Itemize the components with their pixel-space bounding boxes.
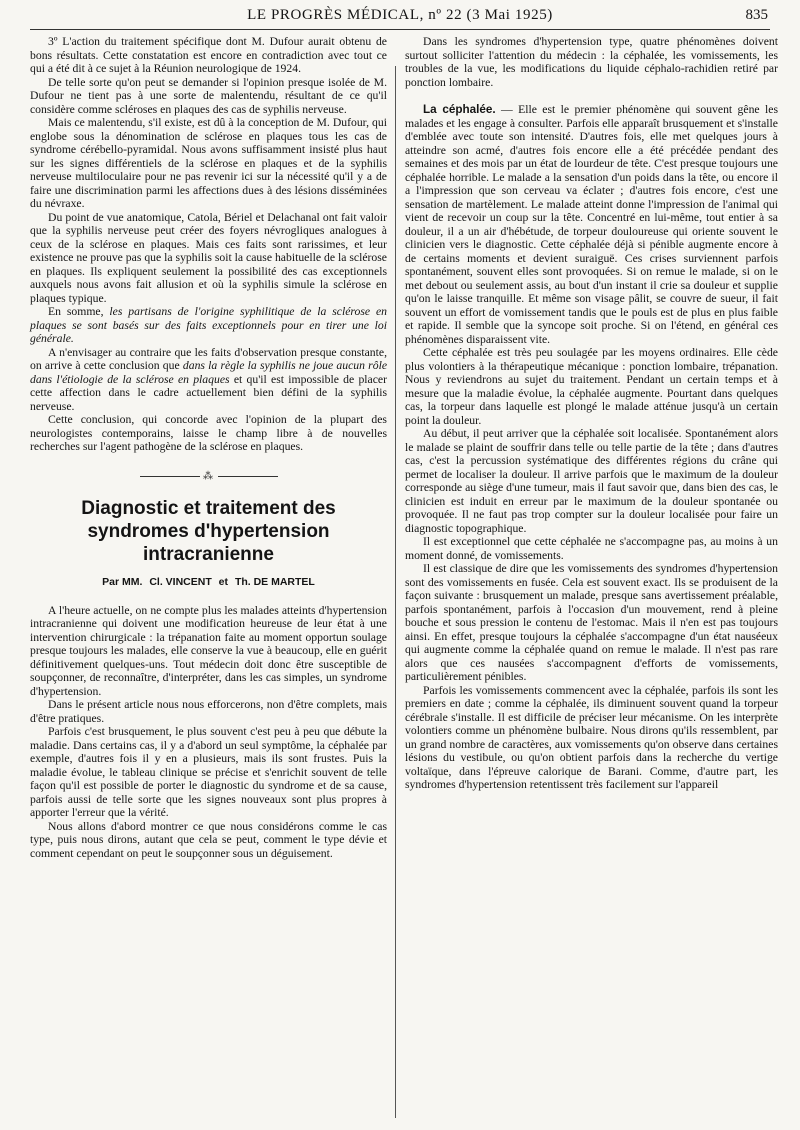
paragraph: [30, 346, 387, 414]
text-span: — Elle est le premier phénomène qui souvent gêne les malades et les engage à consulter. Parfois elle apparaît brusquement et s'installe d'emblée avec toute son intensité. D'autres fois, elle met quelques jours à atteindre son acmé, d'autres fois encore elle a été précédée pendant des semaines et des mois par un état de lourdeur de tête. C'est presque toujours une céphalée horrible. Le malade a la sensation d'un poids dans la tête, ou encore il a l'impression que son cerveau va éclater ; d'autres fois encore, c'est une sensation de martèlement. Le malade atteint donne l'impression de l'animal qui vient de recevoir un coup sur la tête. Concentré en lui-même, tout entier à sa douleur, il a un air d'hébétude, de torpeur douloureuse qui oriente souvent le clinicien vers le diagnostic. Cette céphalée déjà si pénible augmente encore à de certains moments et devient suraiguë. Ces crises surviennent parfois spontanément, souvent elles sont provoquées. Si on remue le malade, si on le met debout ou seulement assis, au bout d'un instant il crie sa douleur et supplie qu'on le laisse tranquille. Et même son visage pâlit, se couvre de sueur, il fait souvent un effort de vomissement tandis que le pouls est de plus en plus faible et rapide. Il semble que la syncope soit proche. Si on l'étend, en général ces phénomènes disparaissent vite.: [405, 103, 778, 346]
right-column: [405, 35, 778, 792]
author-name: Cl. VINCENT: [149, 576, 212, 588]
paragraph: 3º L'action du traitement spécifique dont M. Dufour aurait obtenu de bons résultats. Cette constatation est encore en contradiction avec tout ce qui a été dit à ce sujet à la Réunion neurologique de 1924.: [30, 35, 387, 75]
paragraph: Nous allons d'abord montrer ce que nous considérons comme le cas type, puis nous dirons, autant que cela se peut, comment le type dévie et comment cependant on peut le soupçonner sous un déguisement.: [30, 819, 387, 860]
paragraph: Parfois les vomissements commencent avec la céphalée, parfois ils sont les premiers en date ; comme la céphalée, ils diminuent souvent quand la torpeur cérébrale s'installe. Il est difficile de préciser leur mécanisme. On les interprète volontiers comme un phénomène bulbaire. Nous dirons qu'ils ressemblent, par un grand nombre de caractères, aux vomissements qu'on observe dans certaines lésions du vestibule, ou qu'on obtient parfois dans la recherche du vertige voltaïque, dans l'épreuve calorique de Barani. Comme, d'autre part, les syndromes d'hypertension retentissent très facilement sur l'appareil: [405, 683, 778, 791]
byline-conjunction: et: [218, 576, 229, 588]
paragraph: Dans les syndromes d'hypertension type, quatre phénomènes doivent surtout solliciter l'attention du médecin : la céphalée, les vomissements, les troubles de la vue, les modifications du liquide céphalo-rachidien retiré par ponction lombaire.: [405, 35, 778, 89]
paragraph: Cette conclusion, qui concorde avec l'opinion de la plupart des neurologistes contemporains, laisse le champ libre à de nouvelles recherches sur l'agent pathogène de la sclérose en plaques.: [30, 413, 387, 453]
paragraph: Cette céphalée est très peu soulagée par les moyens ordinaires. Elle cède plus volontiers à la thérapeutique mécanique : ponction lombaire, trépanation. Nous y reviendrons au sujet du traitement. Pendant un certain temps et à mesure que la maladie évolue, la céphalée augmente. Pourtant dans quelques cas, la torpeur dans laquelle est plongé le malade atténue jusqu'à un certain point la douleur.: [405, 346, 778, 427]
paragraph: Dans le présent article nous nous efforcerons, non d'être complets, mais d'être pratiques.: [30, 698, 387, 725]
header-rule: [30, 29, 770, 30]
byline-prefix: Par MM.: [102, 576, 143, 588]
paragraph: Il est exceptionnel que cette céphalée ne s'accompagne pas, au moins à un moment donné, de vomissements.: [405, 535, 778, 562]
running-header: [30, 5, 770, 27]
paragraph: Il est classique de dire que les vomissements des syndromes d'hypertension sont des vomissements en fusée. Cela est souvent exact. Ils se produisent de la façon suivante : brusquement un malade, presque sans avertissement préalable, parfois spontanément, parfois à l'occasion d'un mouvement, rend à pleine bouche et sous pression le contenu de l'estomac. Mais il n'en est pas toujours ainsi. En effet, presque toujours la céphalée s'accompagne d'un état nauséeux qui augmente comme la céphalée quand on remue le malade. Il n'est pas rare alors que ces nausées s'accompagnent d'efforts de vomissements, particulièrement pénibles.: [405, 562, 778, 683]
paragraph: [405, 103, 778, 346]
section-heading: La céphalée.: [423, 103, 496, 116]
paragraph: Au début, il peut arriver que la céphalée soit localisée. Spontanément alors le malade se plaint de souffrir dans telle ou telle partie de la tête ; dans d'autres cas, c'est la percussion systématique des différentes régions du crâne qui permet de localiser la douleur. Il arrive parfois que le maximum de la douleur corresponde au siège d'une tumeur, mais il faut savoir que, dans bien des cas, le clinicien est induit en erreur par le maximum de la douleur spontanée ou provoquée. Il ne faut pas trop compter sur la douleur localisée pour faire un diagnostic topographique.: [405, 427, 778, 535]
paragraph: De telle sorte qu'on peut se demander si l'opinion presque isolée de M. Dufour ne tient pas à une sorte de malentendu, résultant de ce qu'il considère comme scléroses en plaques des cas de syphilis nerveuse.: [30, 75, 387, 116]
italic-span: dans la règle la syphilis ne joue aucun rôle dans l'étiologie de la sclérose en plaques: [30, 359, 388, 386]
text-span: A n'envisager au contraire que les faits d'observation presque constante, on arrive à cette conclusion que: [30, 345, 387, 372]
author-name: Th. DE MARTEL: [234, 576, 315, 588]
page-number: 835: [745, 7, 768, 23]
italic-span: les partisans de l'origine syphilitique de la sclérose en plaques se sont basés sur des faits exceptionnels pour en tirer une loi générale.: [30, 305, 387, 345]
paragraph: Du point de vue anatomique, Catola, Bériel et Delachanal ont fait valoir que la syphilis nerveuse peut créer des foyers névrogliques analogues à ceux de la sclérose en plaques. Mais ces faits sont rarissimes, et leur existence ne prouve pas que la syphilis soit la cause habituelle de la sclérose en plaques. Ils expliquent seulement la possibilité des cas exceptionnels auxquels nous avons fait allusion et où la syphilis simule la sclérose en plaques typique.: [30, 210, 387, 305]
left-column: [30, 35, 387, 860]
text-span: En somme,: [48, 305, 110, 318]
text-span: et qu'il est impossible de placer cette affection dans le cadre actuellement bien défini de la syphilis nerveuse.: [30, 372, 387, 413]
byline: [30, 576, 387, 590]
paragraph: Mais ce malentendu, s'il existe, est dû à la conception de M. Dufour, qui englobe sous la dénomination de sclérose en plaques tous les cas de syndrome cérébello-pyramidal. Nous avons suffisamment insisté plus haut sur les signes différentiels de la sclérose en plaques et de la syphilis nerveuse multiloculaire pour ne pas revenir ici sur la nécessité qu'il y a de faire une discrimination parmi les affections dues à des lésions disséminées du névraxe.: [30, 116, 387, 210]
journal-title: LE PROGRÈS MÉDICAL, nº 22 (3 Mai 1925): [247, 7, 553, 23]
paragraph: [30, 305, 387, 346]
section-ornament: ⁂: [30, 470, 387, 484]
column-divider: [395, 66, 396, 1118]
article-title: Diagnostic et traitement des syndromes d'hypertension intracranienne: [81, 498, 336, 565]
paragraph: Parfois c'est brusquement, le plus souvent c'est peu à peu que débute la maladie. Dans certains cas, il y a d'abord un seul symptôme, la céphalée par exemple, d'autres fois il y en a plusieurs, mais ils sont frustes. Puis la maladie évolue, le tableau clinique se précise et s'enrichit souvent de telle façon qu'il est possible de porter le diagnostic du syndrome et de sa cause, parfois aussi de telle sorte que les signes nouveaux sont plus propres à apporter l'erreur que la vérité.: [30, 725, 387, 819]
paragraph: A l'heure actuelle, on ne compte plus les malades atteints d'hypertension intracranienne qui doivent une modification heureuse de leur état à une intervention chirurgicale : la trépanation faite au moment opportun soulage presque toujours les malades, elle conserve la vue à beaucoup, elle en guérit définitivement quelques-uns. Tout médecin doit donc être susceptible de soupçonner, de reconnaître, d'interpréter, dans les cas simples, un syndrome d'hypertension.: [30, 603, 387, 698]
